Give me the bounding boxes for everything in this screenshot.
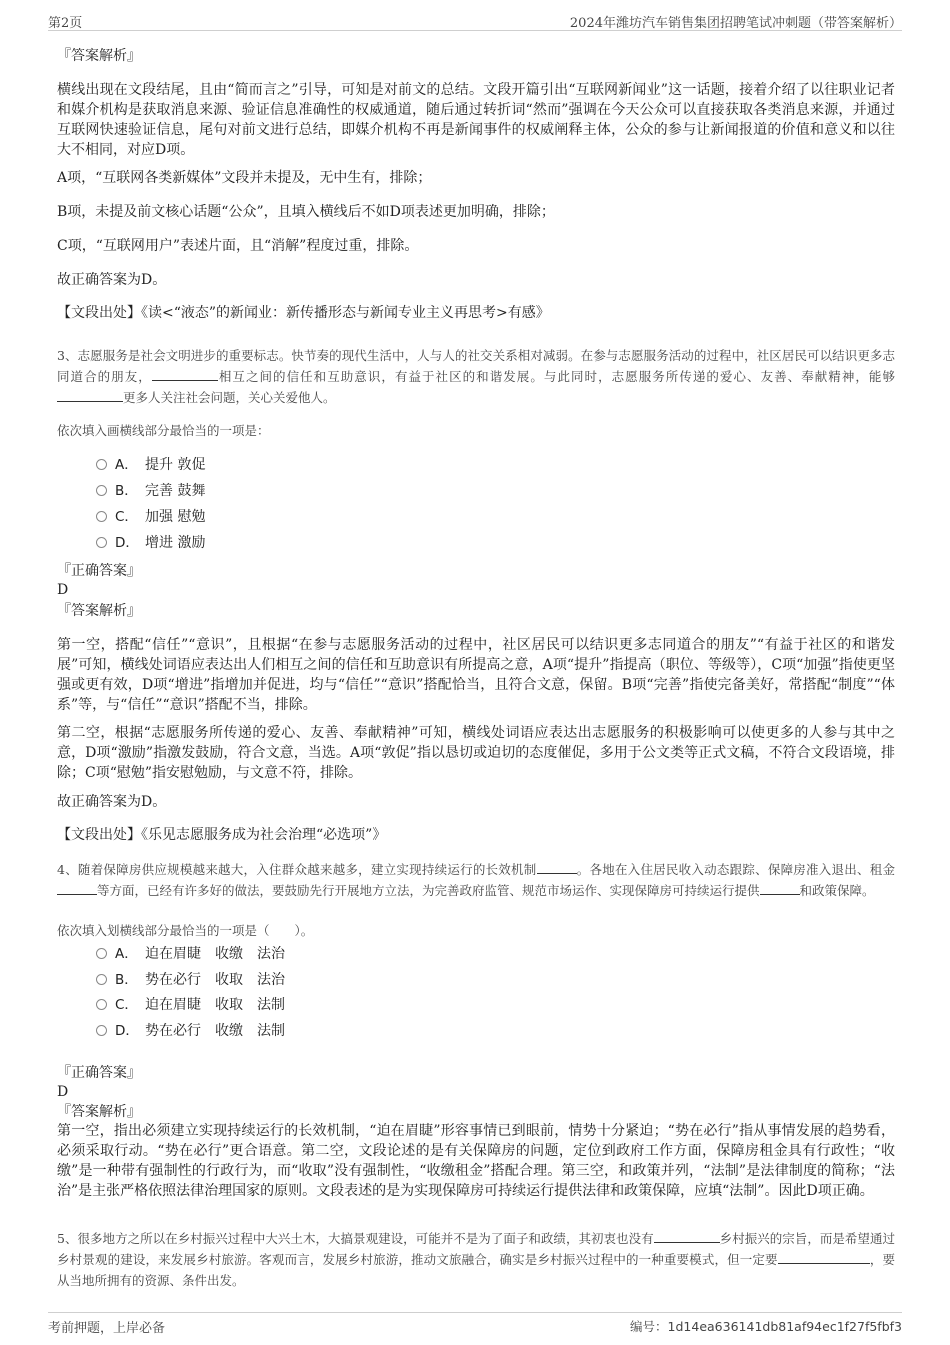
q2-analysis-tag: 『答案解析』 <box>57 48 141 64</box>
q3-source: 【文段出处】《乐见志愿服务成为社会治理“必选项”》 <box>57 827 387 843</box>
radio-icon[interactable] <box>96 459 107 470</box>
q4-correct-tag: 『正确答案』 <box>57 1065 141 1081</box>
q2-option-a-analysis: A项，“互联网各类新媒体”文段并未提及，无中生有，排除； <box>57 170 432 186</box>
q4-stem: 4、随着保障房供应规模越来越大，入住群众越来越多，建立实现持续运行的长效机制 。各地在入住居民收入动态跟踪、保障房准入退出、租金等方面，已经有许多好的做法，要鼓励先行开展地方立法，为完善政府监管、规范市场运作、实现保障房可持续运行提供 和政策保障。 <box>57 862 895 898</box>
fill-blank <box>537 861 577 874</box>
q4-option-a[interactable]: A． 迫在眉睫 收缴 法治 <box>96 944 285 964</box>
fill-blank <box>57 882 97 895</box>
q3-correct-tag: 『正确答案』 <box>57 563 141 579</box>
document-title: 2024年潍坊汽车销售集团招聘笔试冲刺题（带答案解析） <box>569 16 902 31</box>
radio-icon[interactable] <box>96 537 107 548</box>
radio-icon[interactable] <box>96 485 107 496</box>
q4-option-d[interactable]: D． 势在必行 收缴 法制 <box>96 1021 285 1041</box>
radio-icon[interactable] <box>96 1025 107 1036</box>
q3-option-d[interactable]: D． 增进 激励 <box>96 533 205 553</box>
q3-analysis-1: 第一空，搭配“信任”“意识”，且根据“在参与志愿服务活动的过程中，社区居民可以结识更多志同道合的朋友”“有益于社区的和谐发展”可知，横线处词语应表达出人们相互之间的信任和互助意识有所提高之意，A项“提升”指提高（职位、等级等），C项“加强”指使更坚强或更有效，D项“增进”指增加并促进，均与“信任”“意识”搭配恰当，且符合文意，保留。B项“完善”指使完备美好，常搭配“制度”“体系”等，与“信任”“意识”搭配不当，排除。 <box>57 637 895 713</box>
fill-blank <box>57 389 123 402</box>
q5-stem: 5、很多地方之所以在乡村振兴过程中大兴土木，大搞景观建设，可能并不是为了面子和政绩，其初衷也没有 乡村振兴的宗旨，而是希望通过乡村景观的建设，来发展乡村旅游。客观而言，发展乡村旅游，推动文旅融合，确实是乡村振兴过程中的一种重要模式，但一定要 ，要从当地所拥有的资源、条件出发。 <box>57 1231 895 1288</box>
footer-slogan: 考前押题，上岸必备 <box>48 1321 166 1336</box>
q3-correct-answer: D <box>57 582 69 598</box>
q3-stem: 3、志愿服务是社会文明进步的重要标志。快节奏的现代生活中，人与人的社交关系相对减弱。在参与志愿服务活动的过程中，社区居民可以结识更多志同道合的朋友， 相互之间的信任和互助意识，有益于社区的和谐发展。与此同时，志愿服务所传递的爱心、友善、奉献精神，能够更多人关注社会问题，关心关爱他人。 <box>57 348 895 405</box>
radio-icon[interactable] <box>96 511 107 522</box>
q2-option-b-analysis: B项，未提及前文核心话题“公众”，且填入横线后不如D项表述更加明确，排除； <box>57 204 555 220</box>
q3-prompt: 依次填入画横线部分最恰当的一项是： <box>57 423 270 438</box>
fill-blank <box>760 882 800 895</box>
q3-analysis-2: 第二空，根据“志愿服务所传递的爱心、友善、奉献精神”可知，横线处词语应表达出志愿服务的积极影响可以使更多的人参与其中之意，D项“激励”指激发鼓励，符合文意，当选。A项“敦促”指以恳切或迫切的态度催促，多用于公文类等正式文稿，不符合文段语境，排除；C项“慰勉”指安慰勉励，与文意不符，排除。 <box>57 725 895 781</box>
q4-option-b[interactable]: B． 势在必行 收取 法治 <box>96 970 285 990</box>
q4-analysis-tag: 『答案解析』 <box>57 1104 141 1120</box>
q4-option-c[interactable]: C． 迫在眉睫 收取 法制 <box>96 995 285 1015</box>
q2-analysis: 横线出现在文段结尾，且由“简而言之”引导，可知是对前文的总结。文段开篇引出“互联网新闻业”这一话题，接着介绍了以往职业记者和媒介机构是获取消息来源、验证信息准确性的权威通道，随后通过转折词“然而”强调在今天公众可以直接获取各类消息来源，并通过互联网快速验证信息，尾句对前文进行总结，即媒介机构不再是新闻事件的权威阐释主体，公众的参与让新闻报道的价值和意义和以往大不相同，对应D项。 <box>57 82 895 158</box>
radio-icon[interactable] <box>96 974 107 985</box>
page-number: 第2页 <box>48 16 83 31</box>
radio-icon[interactable] <box>96 948 107 959</box>
q3-option-c[interactable]: C． 加强 慰勉 <box>96 507 205 527</box>
q4-prompt: 依次填入划横线部分最恰当的一项是（ ）。 <box>57 923 314 938</box>
document-code: 编号：1d14ea636141db81af94ec1f27f5fbf3 <box>630 1319 902 1334</box>
q3-analysis-tag: 『答案解析』 <box>57 603 141 619</box>
q4-correct-answer: D <box>57 1084 69 1100</box>
q2-option-c-analysis: C项，“互联网用户”表述片面，且“消解”程度过重，排除。 <box>57 238 419 254</box>
radio-icon[interactable] <box>96 999 107 1010</box>
q4-analysis: 第一空，指出必须建立实现持续运行的长效机制，“迫在眉睫”形容事情已到眼前，情势十分紧迫；“势在必行”指从事情发展的趋势看，必须采取行动。“势在必行”更合语意。第二空，文段论述的是有关保障房的问题，定位到政府工作方面，保障房租金具有行政性；“收缴”是一种带有强制性的行政行为，而“收取”没有强制性，“收缴租金”搭配合理。第三空，和政策并列，“法制”是法律制度的简称；“法治”是主张严格依照法律治理国家的原则。文段表述的是为实现保障房可持续运行提供法律和政策保障，应填“法制”。因此D项正确。 <box>57 1123 895 1199</box>
fill-blank <box>778 1251 870 1264</box>
page-footer <box>48 1312 902 1337</box>
q3-answer: 故正确答案为D。 <box>57 794 167 810</box>
q2-source: 【文段出处】《读<“液态”的新闻业：新传播形态与新闻专业主义再思考>有感》 <box>57 305 550 321</box>
q2-answer: 故正确答案为D。 <box>57 272 167 288</box>
fill-blank <box>654 1230 720 1243</box>
q3-option-b[interactable]: B． 完善 鼓舞 <box>96 481 205 501</box>
q3-option-a[interactable]: A． 提升 敦促 <box>96 455 205 475</box>
fill-blank <box>152 368 218 381</box>
page-header <box>48 8 902 31</box>
